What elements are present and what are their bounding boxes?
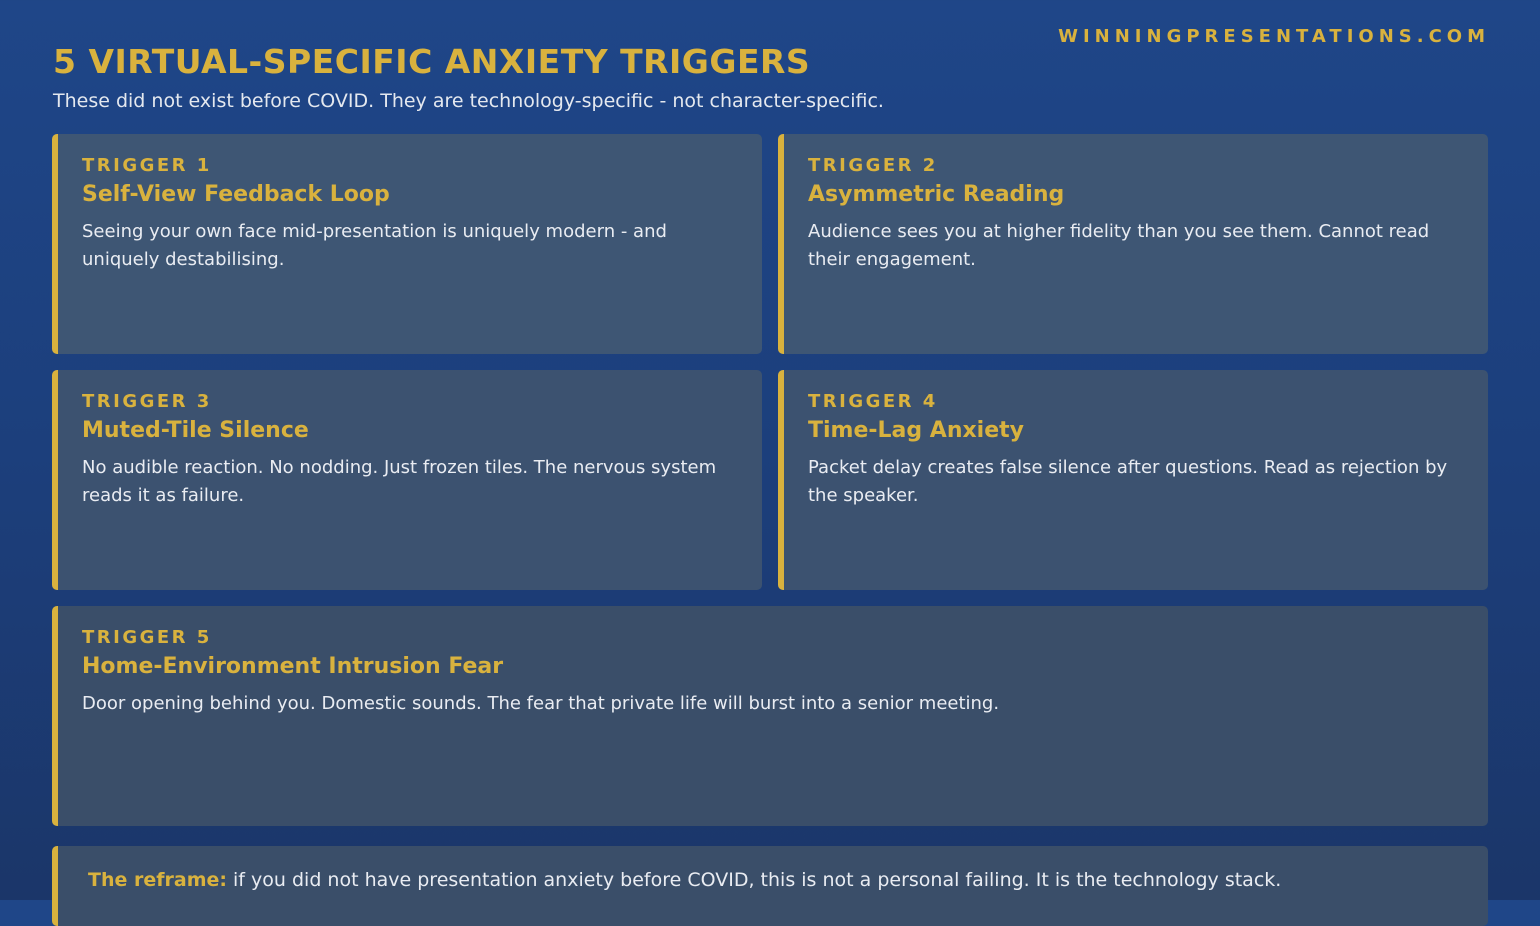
trigger-label: TRIGGER 3 [82, 391, 212, 412]
trigger-card-2 [778, 134, 1488, 354]
trigger-description: No audible reaction. No nodding. Just frozen tiles. The nervous system reads it as failure. [82, 457, 717, 506]
trigger-label: TRIGGER 5 [82, 627, 212, 648]
trigger-card-5 [52, 606, 1488, 826]
trigger-description: Door opening behind you. Domestic sounds. The fear that private life will burst into a senior meeting. [82, 693, 1000, 714]
reframe-callout [52, 846, 1488, 926]
reframe-text: if you did not have presentation anxiety before COVID, this is not a personal failing. It is the technology stack. [226, 869, 1282, 891]
trigger-description: Audience sees you at higher fidelity than you see them. Cannot read their engagement. [808, 221, 1430, 270]
trigger-title: Self-View Feedback Loop [82, 182, 390, 207]
trigger-title: Home-Environment Intrusion Fear [82, 654, 504, 679]
trigger-description: Packet delay creates false silence after questions. Read as rejection by the speaker. [808, 457, 1448, 506]
page-title: 5 VIRTUAL-SPECIFIC ANXIETY TRIGGERS [53, 42, 811, 81]
trigger-title: Muted-Tile Silence [82, 418, 309, 443]
trigger-description: Seeing your own face mid-presentation is uniquely modern - and uniquely destabilising. [82, 221, 667, 270]
brand-name: WINNINGPRESENTATIONS.COM [1058, 26, 1490, 47]
trigger-card-4 [778, 370, 1488, 590]
reframe-label: The reframe: [88, 869, 227, 891]
trigger-title: Time-Lag Anxiety [808, 418, 1024, 443]
trigger-title: Asymmetric Reading [808, 182, 1065, 207]
trigger-card-3 [52, 370, 762, 590]
trigger-card-1 [52, 134, 762, 354]
trigger-label: TRIGGER 1 [82, 155, 212, 176]
trigger-label: TRIGGER 4 [808, 391, 938, 412]
trigger-label: TRIGGER 2 [808, 155, 938, 176]
page-subtitle: These did not exist before COVID. They are technology-specific - not character-specific. [53, 90, 884, 112]
